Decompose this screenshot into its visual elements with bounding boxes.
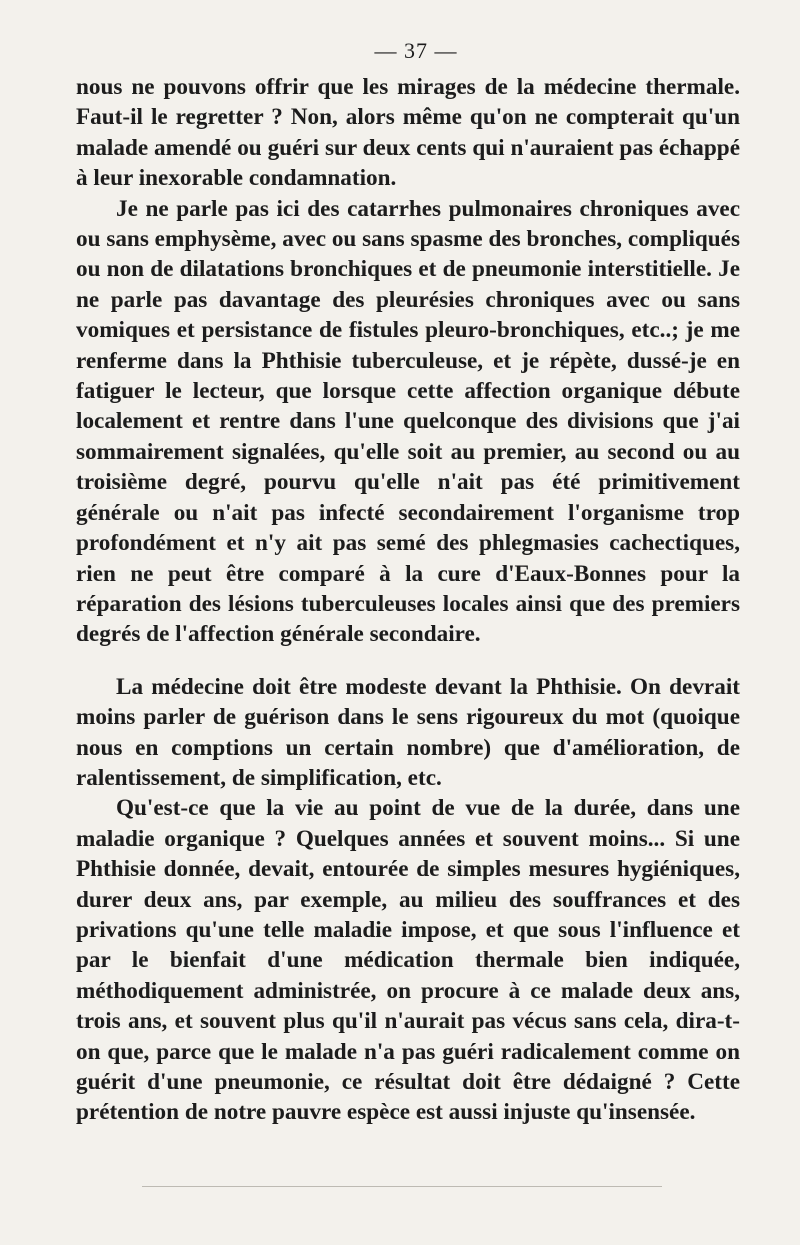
- book-page: [76, 30, 740, 1230]
- paragraph-4: Qu'est-ce que la vie au point de vue de la durée, dans une maladie organique ? Quelques années et souvent moins... Si une Phthisie donnée, devait, entourée de simples mesures hygiéniques, durer deux ans, par exemple, au milieu des souffrances et des privations qu'une telle maladie impose, et que sous l'influence et par le bienfait d'une médication thermale bien indiquée, méthodiquement administrée, on procure à ce malade deux ans, trois ans, et souvent plus qu'il n'aurait pas vécus sans cela, dira-t-on que, parce que le malade n'a pas guéri radicalement comme on guérit d'une pneumonie, ce résultat doit être dédaigné ? Cette prétention de notre pauvre espèce est aussi injuste qu'insensée.: [76, 795, 740, 1126]
- section-gap: [76, 650, 740, 672]
- page-number-header: — 37 —: [374, 38, 458, 63]
- footer-rule: [142, 1186, 662, 1187]
- paragraph-3: La médecine doit être modeste devant la Phthisie. On devrait moins parler de guérison dans le sens rigoureux du mot (quoique nous en comptions un certain nombre) que d'amélioration, de ralentissement, de simplification, etc.: [76, 673, 740, 791]
- paragraph-2: Je ne parle pas ici des catarrhes pulmonaires chroniques avec ou sans emphysème, avec ou sans spasme des bronches, compliqués ou non de dilatations bronchiques et de pneumonie interstitielle. Je ne parle pas davantage des pleurésies chroniques avec ou sans vomiques et persistance de fistules pleuro-bronchiques, etc..; je me renferme dans la Phthisie tuberculeuse, et je répète, dussé-je en fatiguer le lecteur, que lorsque cette affection organique débute localement et rentre dans l'une quelconque des divisions que j'ai sommairement signalées, qu'elle soit au premier, au second ou au troisième degré, pourvu qu'elle n'ait pas été primitivement générale ou n'ait pas infecté secondairement l'organisme trop profondément et n'y ait pas semé des phlegmasies cachectiques, rien ne peut être comparé à la cure d'Eaux-Bonnes pour la réparation des lésions tuberculeuses locales ainsi que des premiers degrés de l'affection générale secondaire.: [76, 195, 740, 648]
- paragraph-1: nous ne pouvons offrir que les mirages de la médecine thermale. Faut-il le regretter ? Non, alors même qu'on ne compterait qu'un malade amendé ou guéri sur deux cents qui n'auraient pas échappé à leur inexorable condamnation.: [76, 74, 740, 192]
